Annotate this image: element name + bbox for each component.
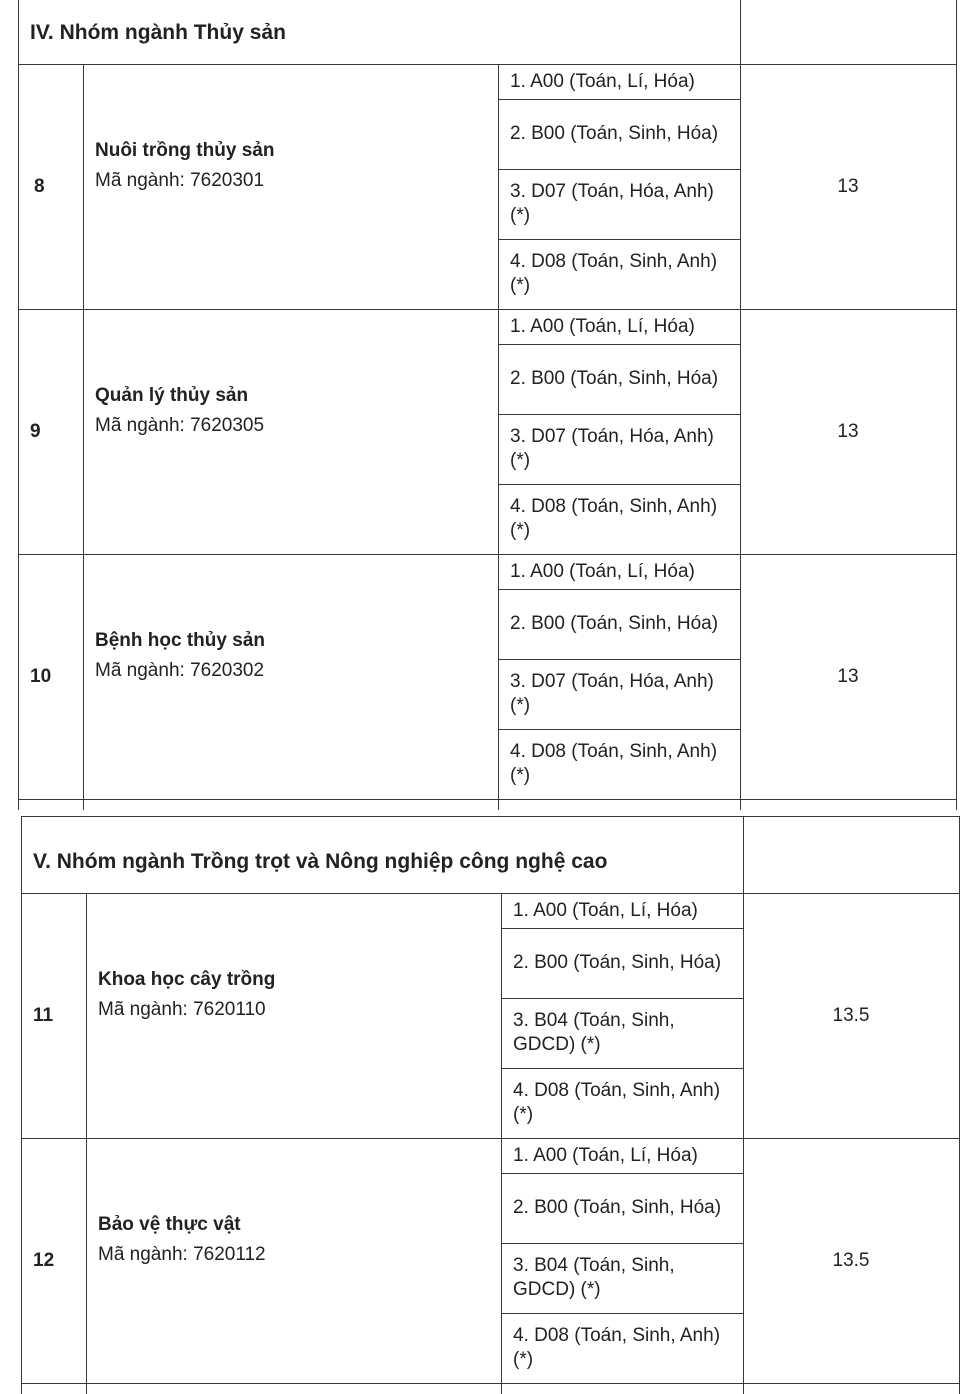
combo-divider xyxy=(498,239,740,240)
combo-divider xyxy=(498,589,740,590)
combo-divider xyxy=(501,998,743,999)
column-divider xyxy=(86,893,87,1394)
row-number: 11 xyxy=(33,1005,54,1026)
subject-combo: 2. B00 (Toán, Sinh, Hóa) xyxy=(510,613,719,634)
combo-divider xyxy=(498,99,740,100)
min-score: 13 xyxy=(837,421,859,442)
combo-divider xyxy=(501,1313,743,1314)
row-divider xyxy=(18,799,957,800)
major-name: Nuôi trồng thủy sản xyxy=(95,140,275,161)
subject-combo: 3. D07 (Toán, Hóa, Anh) (*) xyxy=(510,426,714,471)
subject-combo: 1. A00 (Toán, Lí, Hóa) xyxy=(513,1145,698,1166)
subject-combo: 2. B00 (Toán, Sinh, Hóa) xyxy=(513,952,722,973)
combo-divider xyxy=(498,169,740,170)
major-name: Khoa học cây trồng xyxy=(98,969,276,990)
row-number: 8 xyxy=(34,176,45,197)
min-score: 13 xyxy=(837,176,859,197)
combo-divider xyxy=(501,1243,743,1244)
subject-combo: 1. A00 (Toán, Lí, Hóa) xyxy=(513,900,698,921)
subject-combo: 3. B04 (Toán, Sinh, GDCD) (*) xyxy=(513,1010,675,1055)
min-score: 13.5 xyxy=(832,1250,870,1271)
subject-combo: 1. A00 (Toán, Lí, Hóa) xyxy=(510,561,695,582)
column-divider xyxy=(18,0,19,810)
subject-combo: 4. D08 (Toán, Sinh, Anh) (*) xyxy=(510,251,718,296)
combo-divider xyxy=(498,659,740,660)
row-divider xyxy=(21,1138,960,1139)
subject-combo: 2. B00 (Toán, Sinh, Hóa) xyxy=(510,368,719,389)
major-code: Mã ngành: 7620112 xyxy=(98,1244,266,1265)
subject-combo: 4. D08 (Toán, Sinh, Anh) (*) xyxy=(510,496,718,541)
column-divider xyxy=(498,64,499,810)
min-score: 13.5 xyxy=(832,1005,870,1026)
admission-table-section-v xyxy=(21,816,960,1394)
column-divider xyxy=(501,893,502,1394)
subject-combo: 4. D08 (Toán, Sinh, Anh) (*) xyxy=(510,741,718,786)
combo-divider xyxy=(501,928,743,929)
subject-combo: 2. B00 (Toán, Sinh, Hóa) xyxy=(510,123,719,144)
subject-combo: 4. D08 (Toán, Sinh, Anh) (*) xyxy=(513,1080,721,1125)
admission-table-section-iv xyxy=(18,0,957,810)
combo-divider xyxy=(498,344,740,345)
row-number: 9 xyxy=(30,421,41,442)
row-divider xyxy=(18,309,957,310)
major-code: Mã ngành: 7620302 xyxy=(95,660,265,681)
column-divider xyxy=(21,816,22,1394)
min-score: 13 xyxy=(837,666,859,687)
row-number: 10 xyxy=(30,666,52,687)
subject-combo: 1. A00 (Toán, Lí, Hóa) xyxy=(510,71,695,92)
combo-divider xyxy=(501,1068,743,1069)
major-code: Mã ngành: 7620301 xyxy=(95,170,265,191)
combo-divider xyxy=(498,484,740,485)
row-divider xyxy=(18,64,957,65)
subject-combo: 3. D07 (Toán, Hóa, Anh) (*) xyxy=(510,671,714,716)
major-code: Mã ngành: 7620305 xyxy=(95,415,265,436)
column-divider xyxy=(956,0,957,810)
row-divider xyxy=(18,554,957,555)
major-code: Mã ngành: 7620110 xyxy=(98,999,266,1020)
section-title: IV. Nhóm ngành Thủy sản xyxy=(30,21,286,44)
subject-combo: 4. D08 (Toán, Sinh, Anh) (*) xyxy=(513,1325,721,1370)
column-divider xyxy=(959,816,960,1394)
row-number: 12 xyxy=(33,1250,55,1271)
combo-divider xyxy=(501,1173,743,1174)
row-divider xyxy=(21,893,960,894)
major-name: Bảo vệ thực vật xyxy=(98,1214,241,1235)
subject-combo: 3. D07 (Toán, Hóa, Anh) (*) xyxy=(510,181,714,226)
row-divider xyxy=(21,816,960,817)
combo-divider xyxy=(498,414,740,415)
combo-divider xyxy=(498,729,740,730)
subject-combo: 1. A00 (Toán, Lí, Hóa) xyxy=(510,316,695,337)
section-title: V. Nhóm ngành Trồng trọt và Nông nghiệp công nghệ cao xyxy=(33,850,608,873)
major-name: Quản lý thủy sản xyxy=(95,385,249,406)
row-divider xyxy=(21,1383,960,1384)
column-divider xyxy=(83,64,84,810)
major-name: Bệnh học thủy sản xyxy=(95,630,265,651)
subject-combo: 2. B00 (Toán, Sinh, Hóa) xyxy=(513,1197,722,1218)
subject-combo: 3. B04 (Toán, Sinh, GDCD) (*) xyxy=(513,1255,675,1300)
column-divider xyxy=(743,816,744,1394)
